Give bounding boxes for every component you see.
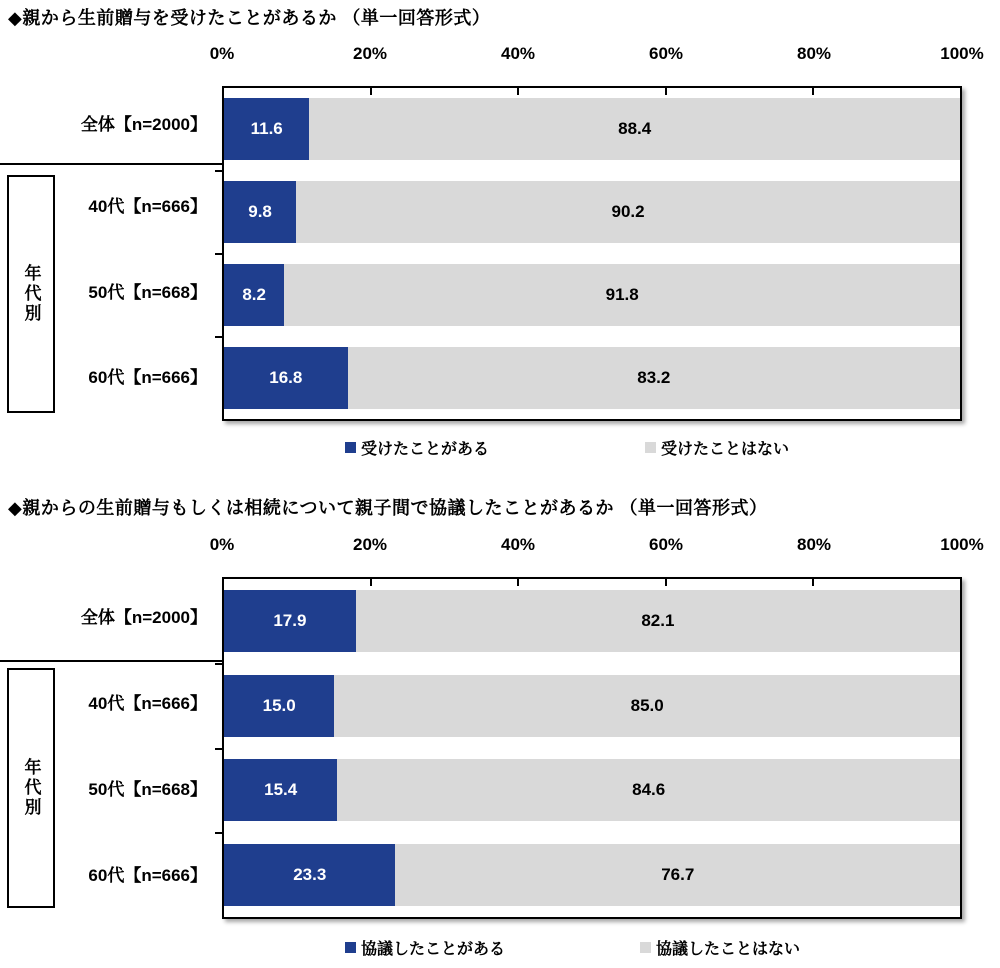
bar-value-yes: 9.8: [248, 202, 272, 222]
legend-item-yes: [345, 436, 489, 459]
chart2-x-axis: [209, 535, 984, 557]
stacked-bar: [224, 675, 960, 737]
bar-segment-yes: [224, 844, 395, 906]
axis-tick-label: 40%: [500, 535, 536, 554]
bar-value-no: 76.7: [661, 864, 695, 884]
axis-tick-label: 80%: [796, 44, 832, 63]
bar-value-no: 85.0: [630, 695, 664, 715]
stacked-bar: [224, 759, 960, 821]
stacked-bar: [224, 844, 960, 906]
row-label: 50代【n=668】: [88, 283, 207, 302]
bar-segment-no: [309, 98, 960, 160]
bar-segment-yes: [224, 264, 284, 326]
bar-segment-no: [284, 264, 960, 326]
axis-tick-label: 40%: [500, 44, 536, 63]
bar-row: [224, 579, 960, 664]
bar-row: [224, 664, 960, 749]
stacked-bar: [224, 264, 960, 326]
axis-tick-label: 20%: [352, 44, 388, 63]
bar-value-yes: 16.8: [269, 367, 303, 387]
bar-row: [224, 748, 960, 833]
axis-tick-label: 80%: [796, 535, 832, 554]
legend-swatch-gray-icon: [640, 942, 651, 953]
bar-segment-no: [337, 759, 960, 821]
bar-segment-no: [334, 675, 960, 737]
y-axis-tick-mark: [215, 253, 222, 255]
bar-segment-yes: [224, 590, 356, 652]
y-axis-tick-mark: [215, 663, 222, 665]
bar-segment-yes: [224, 181, 296, 243]
chart1-title: ◆親から生前贈与を受けたことがあるか （単一回答形式）: [8, 8, 491, 28]
bar-value-yes: 11.6: [250, 119, 283, 139]
chart1-x-axis: [209, 44, 984, 66]
bar-value-no: 90.2: [611, 202, 645, 222]
axis-tick-label: 60%: [648, 535, 684, 554]
bar-value-no: 82.1: [641, 611, 675, 631]
bar-segment-no: [395, 844, 960, 906]
axis-tick-label: 0%: [209, 535, 235, 554]
legend-swatch-blue-icon: [345, 942, 356, 953]
bar-row: [224, 88, 960, 171]
legend-label: 受けたことがある: [361, 441, 490, 458]
bar-value-yes: 17.9: [273, 611, 307, 631]
chart2-plot-area: [222, 577, 962, 919]
axis-tick-label: 20%: [352, 535, 388, 554]
axis-tick-label: 0%: [209, 44, 235, 63]
bar-value-no: 91.8: [605, 284, 639, 304]
legend-swatch-gray-icon: [645, 442, 656, 453]
bar-segment-yes: [224, 675, 334, 737]
bar-value-yes: 15.0: [262, 695, 296, 715]
bar-value-no: 88.4: [618, 119, 652, 139]
row-label: 60代【n=666】: [88, 368, 207, 387]
bar-row: [224, 254, 960, 337]
legend-item-no: [640, 936, 800, 959]
age-group-box: [7, 668, 55, 908]
bar-value-yes: 8.2: [242, 284, 266, 304]
y-axis-tick-mark: [215, 336, 222, 338]
bar-value-no: 84.6: [632, 780, 666, 800]
row-label: 全体【n=2000】: [80, 115, 207, 134]
legend-swatch-blue-icon: [345, 442, 356, 453]
legend-label: 受けたことはない: [661, 441, 790, 458]
chart2-title: ◆親からの生前贈与もしくは相続について親子間で協議したことがあるか （単一回答形式）: [8, 498, 768, 518]
legend-label: 協議したことはない: [656, 941, 801, 958]
bar-value-no: 83.2: [637, 367, 671, 387]
axis-tick-label: 60%: [648, 44, 684, 63]
stacked-bar: [224, 347, 960, 409]
bar-value-yes: 15.4: [264, 780, 298, 800]
bar-row: [224, 336, 960, 419]
age-group-box: [7, 175, 55, 413]
row-label: 40代【n=666】: [88, 197, 207, 216]
legend-item-yes: [345, 936, 505, 959]
row-label: 50代【n=668】: [88, 780, 207, 799]
bar-segment-no: [348, 347, 960, 409]
y-axis-tick-mark: [215, 748, 222, 750]
row-label: 40代【n=666】: [88, 694, 207, 713]
bar-segment-yes: [224, 98, 309, 160]
bar-row: [224, 171, 960, 254]
bar-segment-yes: [224, 759, 337, 821]
bar-segment-yes: [224, 347, 348, 409]
age-group-label: 年代別: [21, 758, 41, 818]
y-axis-tick-mark: [215, 170, 222, 172]
bar-segment-no: [356, 590, 960, 652]
axis-tick-label: 100%: [940, 44, 984, 63]
axis-tick-label: 100%: [940, 535, 984, 554]
y-axis-tick-mark: [215, 832, 222, 834]
row-label: 全体【n=2000】: [80, 608, 207, 627]
chart1-plot-area: [222, 86, 962, 421]
bar-value-yes: 23.3: [293, 864, 327, 884]
stacked-bar: [224, 590, 960, 652]
bar-row: [224, 833, 960, 918]
legend-item-no: [645, 436, 789, 459]
bar-segment-no: [296, 181, 960, 243]
age-group-label: 年代別: [21, 264, 41, 324]
row-label: 60代【n=666】: [88, 866, 207, 885]
stacked-bar: [224, 181, 960, 243]
legend-label: 協議したことがある: [361, 941, 506, 958]
stacked-bar: [224, 98, 960, 160]
